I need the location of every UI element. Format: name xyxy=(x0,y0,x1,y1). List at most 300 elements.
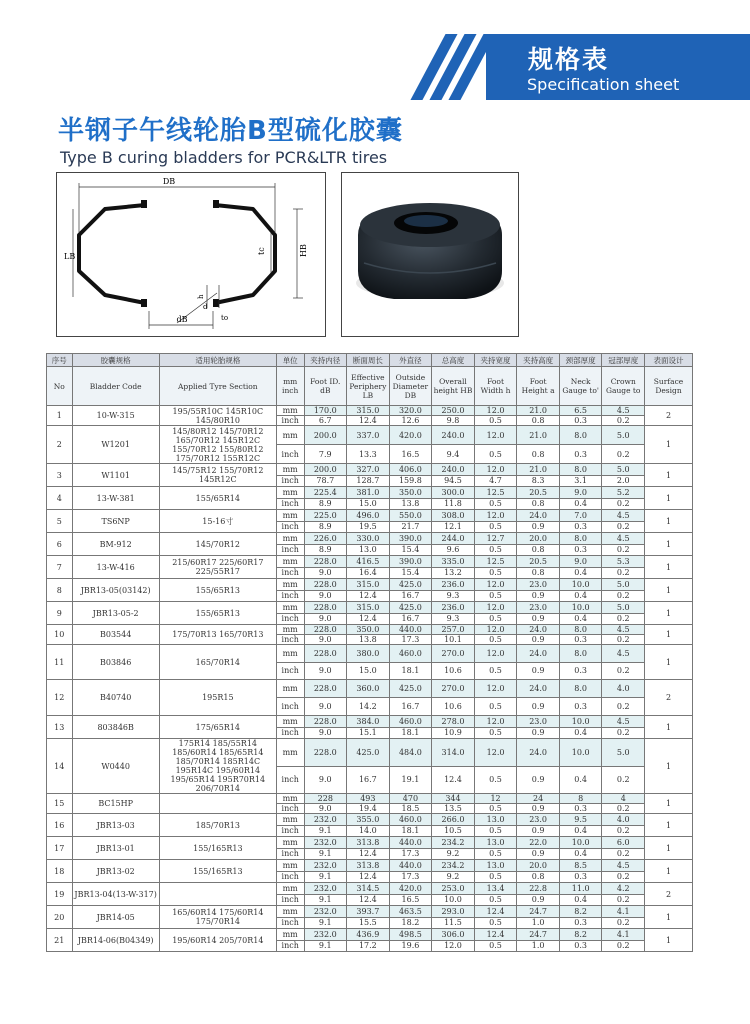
value-mm: 436.9 xyxy=(347,929,390,941)
bladder-code: W1201 xyxy=(72,426,159,464)
value-inch: 159.8 xyxy=(389,475,432,487)
value-inch: 0.3 xyxy=(559,544,602,556)
table-row xyxy=(47,464,693,476)
value-inch: 3.1 xyxy=(559,475,602,487)
table-row xyxy=(47,837,693,849)
bladder-code: 803846B xyxy=(72,716,159,739)
col-header-en: Foot ID. dB xyxy=(304,367,347,406)
bladder-code: JBR13-01 xyxy=(72,837,159,860)
value-mm: 498.5 xyxy=(389,929,432,941)
value-mm: 460.0 xyxy=(389,814,432,826)
col-header-cn: 适用轮胎规格 xyxy=(159,354,276,367)
col-header-en: mm inch xyxy=(276,367,304,406)
surface-design: 1 xyxy=(645,645,693,680)
value-mm: 8.0 xyxy=(559,625,602,635)
row-number: 16 xyxy=(47,814,73,837)
value-mm: 228.0 xyxy=(304,625,347,635)
table-row xyxy=(47,406,693,416)
value-mm: 24.0 xyxy=(517,739,560,767)
value-inch: 13.0 xyxy=(347,544,390,556)
value-inch: 17.3 xyxy=(389,635,432,645)
value-inch: 0.2 xyxy=(602,635,645,645)
value-mm: 24.0 xyxy=(517,625,560,635)
table-row xyxy=(47,739,693,767)
value-mm: 425.0 xyxy=(389,680,432,698)
label-d: d xyxy=(203,303,208,311)
value-mm: 20.5 xyxy=(517,556,560,568)
value-mm: 20.0 xyxy=(517,533,560,545)
value-inch: 0.3 xyxy=(559,635,602,645)
bladder-code: JBR14-05 xyxy=(72,906,159,929)
row-number: 4 xyxy=(47,487,73,510)
row-number: 12 xyxy=(47,680,73,716)
label-db: DB xyxy=(162,177,176,186)
table-row xyxy=(47,716,693,728)
value-inch: 9.0 xyxy=(304,698,347,716)
specification-table xyxy=(46,353,693,952)
value-inch: 12.0 xyxy=(432,940,475,952)
bladder-code: B03544 xyxy=(72,625,159,645)
surface-design: 1 xyxy=(645,814,693,837)
applied-tyre-section: 195/55R10C 145R10C 145/80R10 xyxy=(159,406,276,426)
value-mm: 12 xyxy=(474,794,517,804)
value-inch: 0.4 xyxy=(559,825,602,837)
value-mm: 257.0 xyxy=(432,625,475,635)
value-mm: 8 xyxy=(559,794,602,804)
value-inch: 18.1 xyxy=(389,662,432,680)
value-mm: 550.0 xyxy=(389,510,432,522)
value-mm: 496.0 xyxy=(347,510,390,522)
surface-design: 1 xyxy=(645,860,693,883)
value-mm: 232.0 xyxy=(304,814,347,826)
value-inch: 0.2 xyxy=(602,766,645,794)
row-number: 20 xyxy=(47,906,73,929)
value-mm: 228.0 xyxy=(304,602,347,614)
label-to: to xyxy=(221,314,229,322)
value-inch: 12.1 xyxy=(432,521,475,533)
value-mm: 463.5 xyxy=(389,906,432,918)
value-mm: 200.0 xyxy=(304,464,347,476)
value-inch: 0.4 xyxy=(559,727,602,739)
row-number: 3 xyxy=(47,464,73,487)
surface-design: 1 xyxy=(645,906,693,929)
unit-label: inch xyxy=(276,416,304,426)
value-mm: 484.0 xyxy=(389,739,432,767)
surface-design: 1 xyxy=(645,533,693,556)
value-mm: 10.0 xyxy=(559,837,602,849)
value-mm: 9.0 xyxy=(559,556,602,568)
col-header-en: Foot Height a xyxy=(517,367,560,406)
bladder-code: B03846 xyxy=(72,645,159,680)
unit-label: mm xyxy=(276,464,304,476)
value-inch: 2.0 xyxy=(602,475,645,487)
value-mm: 12.0 xyxy=(474,645,517,663)
value-inch: 0.3 xyxy=(559,416,602,426)
value-mm: 13.0 xyxy=(474,837,517,849)
value-mm: 327.0 xyxy=(347,464,390,476)
value-inch: 0.8 xyxy=(517,567,560,579)
value-mm: 236.0 xyxy=(432,602,475,614)
value-mm: 313.8 xyxy=(347,860,390,872)
value-mm: 4.5 xyxy=(602,533,645,545)
value-inch: 0.9 xyxy=(517,848,560,860)
unit-label: inch xyxy=(276,567,304,579)
value-inch: 15.0 xyxy=(347,662,390,680)
value-inch: 18.5 xyxy=(389,804,432,814)
surface-design: 2 xyxy=(645,883,693,906)
surface-design: 2 xyxy=(645,406,693,426)
bladder-code: W0440 xyxy=(72,739,159,794)
bladder-code: 13-W-416 xyxy=(72,556,159,579)
value-mm: 315.0 xyxy=(347,602,390,614)
value-inch: 0.8 xyxy=(517,445,560,464)
value-mm: 12.0 xyxy=(474,680,517,698)
value-inch: 10.0 xyxy=(432,894,475,906)
value-inch: 16.5 xyxy=(389,445,432,464)
value-inch: 0.4 xyxy=(559,590,602,602)
header-title-cn: 规格表 xyxy=(528,45,610,74)
value-mm: 12.4 xyxy=(474,906,517,918)
value-inch: 9.0 xyxy=(304,766,347,794)
value-mm: 23.0 xyxy=(517,579,560,591)
unit-label: inch xyxy=(276,498,304,510)
value-inch: 0.2 xyxy=(602,698,645,716)
value-inch: 12.4 xyxy=(432,766,475,794)
value-inch: 0.3 xyxy=(559,804,602,814)
value-mm: 330.0 xyxy=(347,533,390,545)
value-inch: 12.4 xyxy=(347,613,390,625)
value-mm: 8.0 xyxy=(559,464,602,476)
value-inch: 0.4 xyxy=(559,613,602,625)
value-inch: 12.4 xyxy=(347,848,390,860)
value-mm: 12.0 xyxy=(474,406,517,416)
value-inch: 0.2 xyxy=(602,894,645,906)
value-inch: 0.5 xyxy=(474,871,517,883)
col-header-en: Foot Width h xyxy=(474,367,517,406)
col-header-cn: 颈部厚度 xyxy=(559,354,602,367)
col-header-cn: 单位 xyxy=(276,354,304,367)
bladder-code: BC15HP xyxy=(72,794,159,814)
unit-label: inch xyxy=(276,521,304,533)
value-mm: 416.5 xyxy=(347,556,390,568)
value-inch: 0.5 xyxy=(474,416,517,426)
table-row xyxy=(47,794,693,804)
value-mm: 8.2 xyxy=(559,929,602,941)
applied-tyre-section xyxy=(159,883,276,906)
value-mm: 335.0 xyxy=(432,556,475,568)
value-mm: 250.0 xyxy=(432,406,475,416)
unit-label: mm xyxy=(276,579,304,591)
value-mm: 6.0 xyxy=(602,837,645,849)
applied-tyre-section: 145/75R12 155/70R12 145R12C xyxy=(159,464,276,487)
value-inch: 9.1 xyxy=(304,848,347,860)
label-lb: LB xyxy=(64,252,76,261)
value-mm: 390.0 xyxy=(389,556,432,568)
unit-label: mm xyxy=(276,814,304,826)
value-mm: 13.0 xyxy=(474,814,517,826)
value-inch: 17.3 xyxy=(389,848,432,860)
table-row xyxy=(47,533,693,545)
value-inch: 9.0 xyxy=(304,567,347,579)
value-mm: 4.5 xyxy=(602,406,645,416)
bladder-code: 10-W-315 xyxy=(72,406,159,426)
value-mm: 23.0 xyxy=(517,716,560,728)
value-inch: 0.5 xyxy=(474,567,517,579)
col-header-en: Outside Diameter DB xyxy=(389,367,432,406)
value-mm: 440.0 xyxy=(389,860,432,872)
value-inch: 0.5 xyxy=(474,521,517,533)
row-number: 15 xyxy=(47,794,73,814)
value-inch: 10.6 xyxy=(432,662,475,680)
value-inch: 10.6 xyxy=(432,698,475,716)
value-inch: 0.9 xyxy=(517,613,560,625)
value-inch: 78.7 xyxy=(304,475,347,487)
applied-tyre-section: 165/70R14 xyxy=(159,645,276,680)
row-number: 17 xyxy=(47,837,73,860)
value-inch: 9.2 xyxy=(432,848,475,860)
value-inch: 0.5 xyxy=(474,894,517,906)
value-inch: 12.4 xyxy=(347,871,390,883)
applied-tyre-section: 175R14 185/55R14 185/60R14 185/65R14 185/70R14 185R14C 195R14C 195/60R14 195/65R14 195R70R14 206/70R14 xyxy=(159,739,276,794)
value-inch: 10.5 xyxy=(432,825,475,837)
value-mm: 23.0 xyxy=(517,814,560,826)
label-h: h xyxy=(197,294,205,299)
unit-label: mm xyxy=(276,739,304,767)
value-mm: 8.0 xyxy=(559,426,602,445)
applied-tyre-section: 195/60R14 205/70R14 xyxy=(159,929,276,952)
bladder-illustration xyxy=(342,173,518,336)
bladder-code: TS6NP xyxy=(72,510,159,533)
value-inch: 0.9 xyxy=(517,766,560,794)
surface-design: 1 xyxy=(645,625,693,645)
value-inch: 0.9 xyxy=(517,521,560,533)
unit-label: inch xyxy=(276,917,304,929)
value-mm: 278.0 xyxy=(432,716,475,728)
value-mm: 232.0 xyxy=(304,883,347,895)
bladder-code: JBR14-06(B04349) xyxy=(72,929,159,952)
value-inch: 0.5 xyxy=(474,766,517,794)
value-inch: 9.0 xyxy=(304,804,347,814)
value-mm: 425.0 xyxy=(389,579,432,591)
value-mm: 225.4 xyxy=(304,487,347,499)
value-inch: 0.5 xyxy=(474,825,517,837)
applied-tyre-section: 185/70R13 xyxy=(159,814,276,837)
unit-label: mm xyxy=(276,487,304,499)
value-inch: 128.7 xyxy=(347,475,390,487)
value-mm: 12.0 xyxy=(474,716,517,728)
value-mm: 8.0 xyxy=(559,680,602,698)
row-number: 6 xyxy=(47,533,73,556)
value-inch: 9.1 xyxy=(304,940,347,952)
value-mm: 232.0 xyxy=(304,837,347,849)
value-mm: 228.0 xyxy=(304,645,347,663)
value-inch: 0.3 xyxy=(559,662,602,680)
value-mm: 24.7 xyxy=(517,929,560,941)
unit-label: mm xyxy=(276,929,304,941)
value-mm: 228.0 xyxy=(304,716,347,728)
value-inch: 0.5 xyxy=(474,917,517,929)
diagram-svg xyxy=(57,173,325,336)
value-inch: 14.2 xyxy=(347,698,390,716)
unit-label: mm xyxy=(276,906,304,918)
value-mm: 12.7 xyxy=(474,533,517,545)
value-mm: 240.0 xyxy=(432,464,475,476)
bladder-code: JBR13-03 xyxy=(72,814,159,837)
applied-tyre-section: 175/70R13 165/70R13 xyxy=(159,625,276,645)
unit-label: mm xyxy=(276,602,304,614)
value-mm: 4.5 xyxy=(602,510,645,522)
value-mm: 270.0 xyxy=(432,645,475,663)
value-mm: 420.0 xyxy=(389,426,432,445)
value-mm: 170.0 xyxy=(304,406,347,416)
unit-label: inch xyxy=(276,727,304,739)
value-mm: 4.0 xyxy=(602,680,645,698)
unit-label: mm xyxy=(276,837,304,849)
value-mm: 266.0 xyxy=(432,814,475,826)
value-inch: 15.0 xyxy=(347,498,390,510)
value-mm: 4.0 xyxy=(602,814,645,826)
value-inch: 9.3 xyxy=(432,590,475,602)
value-mm: 10.0 xyxy=(559,579,602,591)
label-db-inner: dB xyxy=(176,315,188,324)
value-mm: 12.5 xyxy=(474,556,517,568)
value-inch: 8.9 xyxy=(304,544,347,556)
value-mm: 253.0 xyxy=(432,883,475,895)
surface-design: 1 xyxy=(645,426,693,464)
value-inch: 0.5 xyxy=(474,498,517,510)
value-inch: 0.8 xyxy=(517,544,560,556)
unit-label: mm xyxy=(276,883,304,895)
table-row xyxy=(47,579,693,591)
col-header-en: Applied Tyre Section xyxy=(159,367,276,406)
value-inch: 8.9 xyxy=(304,521,347,533)
col-header-cn: 总高度 xyxy=(432,354,475,367)
value-mm: 8.5 xyxy=(559,860,602,872)
value-mm: 4 xyxy=(602,794,645,804)
value-inch: 0.2 xyxy=(602,567,645,579)
value-mm: 240.0 xyxy=(432,426,475,445)
value-mm: 308.0 xyxy=(432,510,475,522)
col-header-en: No xyxy=(47,367,73,406)
row-number: 21 xyxy=(47,929,73,952)
value-mm: 5.2 xyxy=(602,487,645,499)
unit-label: inch xyxy=(276,590,304,602)
col-header-en: Overall height HB xyxy=(432,367,475,406)
value-inch: 0.9 xyxy=(517,894,560,906)
value-inch: 9.8 xyxy=(432,416,475,426)
value-mm: 228 xyxy=(304,794,347,804)
value-inch: 19.5 xyxy=(347,521,390,533)
value-inch: 9.0 xyxy=(304,727,347,739)
surface-design: 1 xyxy=(645,510,693,533)
bladder-cross-section-diagram xyxy=(56,172,326,337)
value-inch: 0.9 xyxy=(517,825,560,837)
bladder-code: JBR13-02 xyxy=(72,860,159,883)
value-mm: 4.2 xyxy=(602,883,645,895)
value-mm: 20.0 xyxy=(517,860,560,872)
unit-label: inch xyxy=(276,698,304,716)
value-inch: 0.2 xyxy=(602,662,645,680)
value-inch: 0.5 xyxy=(474,635,517,645)
value-mm: 425.0 xyxy=(347,739,390,767)
value-inch: 0.4 xyxy=(559,848,602,860)
value-mm: 4.5 xyxy=(602,645,645,663)
value-mm: 470 xyxy=(389,794,432,804)
value-mm: 337.0 xyxy=(347,426,390,445)
value-inch: 0.5 xyxy=(474,590,517,602)
col-header-en: Neck Gauge to' xyxy=(559,367,602,406)
col-header-cn: 外直径 xyxy=(389,354,432,367)
value-mm: 380.0 xyxy=(347,645,390,663)
value-inch: 9.6 xyxy=(432,544,475,556)
table-row xyxy=(47,510,693,522)
value-inch: 13.8 xyxy=(347,635,390,645)
value-inch: 18.2 xyxy=(389,917,432,929)
value-mm: 12.0 xyxy=(474,426,517,445)
col-header-en: Surface Design xyxy=(645,367,693,406)
row-number: 19 xyxy=(47,883,73,906)
value-inch: 0.5 xyxy=(474,698,517,716)
value-mm: 22.0 xyxy=(517,837,560,849)
value-inch: 0.5 xyxy=(474,727,517,739)
row-number: 11 xyxy=(47,645,73,680)
applied-tyre-section xyxy=(159,794,276,814)
unit-label: mm xyxy=(276,556,304,568)
page-title-cn: 半钢子午线轮胎B型硫化胶囊 xyxy=(58,116,403,146)
unit-label: mm xyxy=(276,645,304,663)
value-inch: 0.9 xyxy=(517,804,560,814)
value-inch: 0.2 xyxy=(602,825,645,837)
surface-design: 1 xyxy=(645,602,693,625)
value-inch: 14.0 xyxy=(347,825,390,837)
value-mm: 23.0 xyxy=(517,602,560,614)
value-mm: 9.0 xyxy=(559,487,602,499)
value-inch: 21.7 xyxy=(389,521,432,533)
value-inch: 12.4 xyxy=(347,590,390,602)
unit-label: inch xyxy=(276,613,304,625)
unit-label: inch xyxy=(276,544,304,556)
value-mm: 344 xyxy=(432,794,475,804)
value-inch: 15.4 xyxy=(389,567,432,579)
bladder-code: W1101 xyxy=(72,464,159,487)
value-mm: 4.5 xyxy=(602,860,645,872)
value-inch: 0.2 xyxy=(602,544,645,556)
value-mm: 314.0 xyxy=(432,739,475,767)
col-header-cn: 序号 xyxy=(47,354,73,367)
value-mm: 232.0 xyxy=(304,929,347,941)
bladder-product-photo xyxy=(341,172,519,337)
value-inch: 9.4 xyxy=(432,445,475,464)
value-inch: 0.8 xyxy=(517,416,560,426)
value-inch: 0.9 xyxy=(517,590,560,602)
unit-label: mm xyxy=(276,625,304,635)
applied-tyre-section: 155/65R13 xyxy=(159,602,276,625)
row-number: 9 xyxy=(47,602,73,625)
value-inch: 1.0 xyxy=(517,917,560,929)
surface-design: 1 xyxy=(645,794,693,814)
value-inch: 0.5 xyxy=(474,940,517,952)
value-mm: 12.0 xyxy=(474,625,517,635)
label-tc: tc xyxy=(257,247,266,255)
value-inch: 0.9 xyxy=(517,698,560,716)
value-inch: 8.9 xyxy=(304,498,347,510)
value-mm: 234.2 xyxy=(432,860,475,872)
value-mm: 314.5 xyxy=(347,883,390,895)
col-header-cn: 夹持宽度 xyxy=(474,354,517,367)
unit-label: mm xyxy=(276,510,304,522)
value-mm: 5.0 xyxy=(602,579,645,591)
value-inch: 0.5 xyxy=(474,662,517,680)
